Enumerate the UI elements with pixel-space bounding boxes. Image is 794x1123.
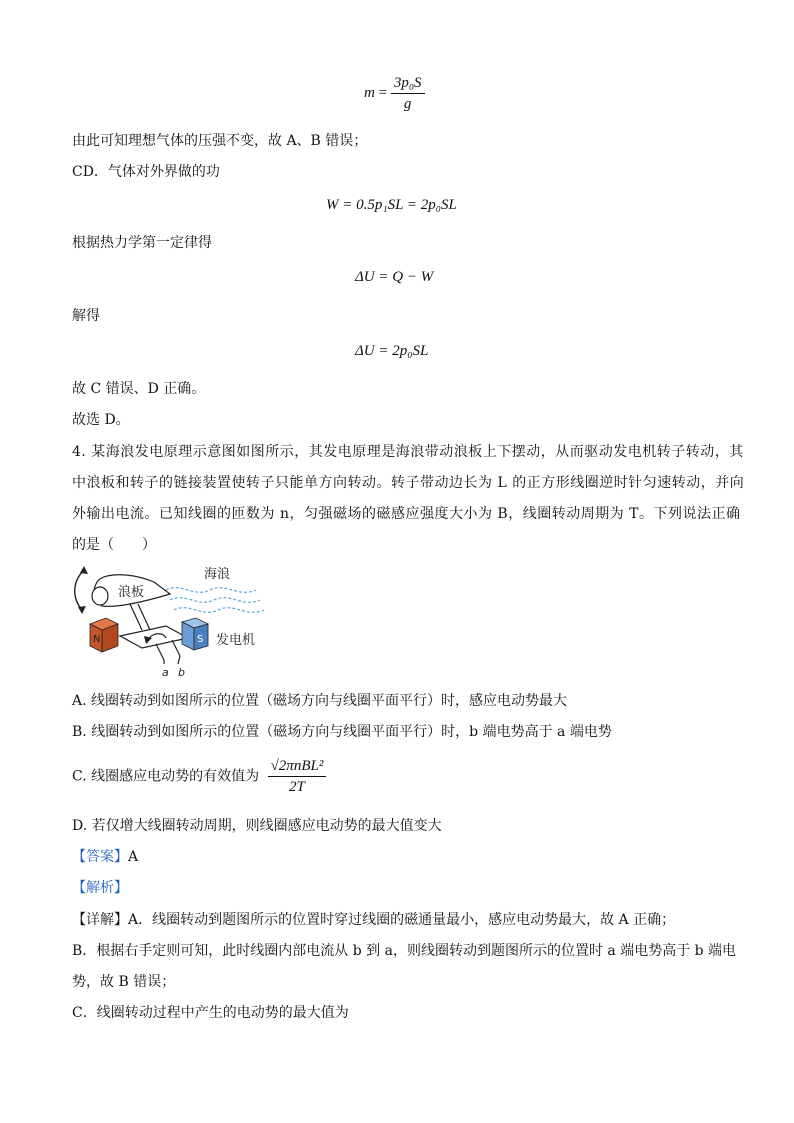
question-4-line-2: 中浪板和转子的链接装置使转子只能单方向转动。转子带动边长为 L 的正方形线圈逆时针匀速转动，并向 — [72, 475, 745, 491]
equation-delta-u-1: ΔU = Q − W — [355, 269, 434, 285]
paragraph-solve: 解得 — [72, 308, 100, 324]
terminal-a-label: a — [162, 666, 169, 679]
analysis-label: 【解析】 — [72, 880, 128, 896]
answer-line — [72, 847, 138, 867]
option-c-numerator: √2πnBL² — [268, 756, 327, 777]
generator-label: 发电机 — [216, 633, 256, 648]
equation-m-fraction — [391, 73, 425, 114]
wave-label: 海浪 — [204, 567, 231, 582]
equation-m-denominator: g — [403, 96, 412, 112]
paragraph-first-law: 根据热力学第一定律得 — [72, 235, 212, 251]
n-pole-label: N — [93, 634, 101, 645]
coil-shape — [120, 626, 188, 648]
paragraph-choice: 故选 D。 — [72, 412, 130, 428]
option-c-denominator: 2T — [289, 779, 305, 795]
option-d: D. 若仅增大线圈转动周期，则线圈感应电动势的最大值变大 — [72, 818, 442, 834]
detail-line-3: 势，故 B 错误； — [72, 974, 176, 990]
answer-label: 【答案】 — [72, 849, 128, 865]
option-c-text: C. 线圈感应电动势的有效值为 — [72, 768, 260, 785]
answer-value: A — [128, 849, 139, 865]
s-pole-label: S — [197, 634, 204, 645]
equation-m-numerator: 3p₀S — [391, 73, 425, 94]
terminal-b-label: b — [178, 666, 185, 679]
wave-generator-diagram — [70, 560, 270, 682]
equation-delta-u-2: ΔU = 2p₀SL — [355, 343, 429, 359]
board-label: 浪板 — [118, 585, 145, 600]
option-c — [72, 756, 326, 797]
paragraph-pressure: 由此可知理想气体的压强不变，故 A、B 错误； — [72, 133, 368, 149]
detail-line-1: 【详解】A．线圈转动到题图所示的位置时穿过线圈的磁通量最小，感应电动势最大，故 A 正确； — [72, 912, 676, 928]
equation-m-lhs: m — [364, 84, 375, 101]
question-4-line-1: 4. 某海浪发电原理示意图如图所示，其发电原理是海浪带动浪板上下摆动，从而驱动发电机转子转动，其 — [72, 444, 744, 460]
option-a: A. 线圈转动到如图所示的位置（磁场方向与线圈平面平行）时，感应电动势最大 — [72, 693, 568, 709]
question-4-line-3: 外输出电流。已知线圈的匝数为 n，匀强磁场的磁感应强度大小为 B，线圈转动周期为 T。下列说法正确 — [72, 506, 741, 522]
equation-work: W = 0.5p₁SL = 2p₀SL — [326, 197, 457, 213]
detail-line-2: B．根据右手定则可知，此时线圈内部电流从 b 到 a，则线圈转动到题图所示的位置时 a 端电势高于 b 端电 — [72, 943, 737, 959]
detail-line-4: C．线圈转动过程中产生的电动势的最大值为 — [72, 1005, 349, 1021]
paragraph-cd-work: CD．气体对外界做的功 — [72, 164, 220, 180]
question-4-line-4: 的是（ ） — [72, 537, 156, 553]
option-c-fraction — [268, 756, 327, 797]
option-b: B. 线圈转动到如图所示的位置（磁场方向与线圈平面平行）时，b 端电势高于 a 端电势 — [72, 724, 612, 740]
swing-arrow-icon — [75, 570, 84, 610]
paragraph-conclusion: 故 C 错误、D 正确。 — [72, 381, 206, 397]
equation-m: m = $\frac{\text{3p₀S}}{g}$ — [364, 73, 425, 114]
